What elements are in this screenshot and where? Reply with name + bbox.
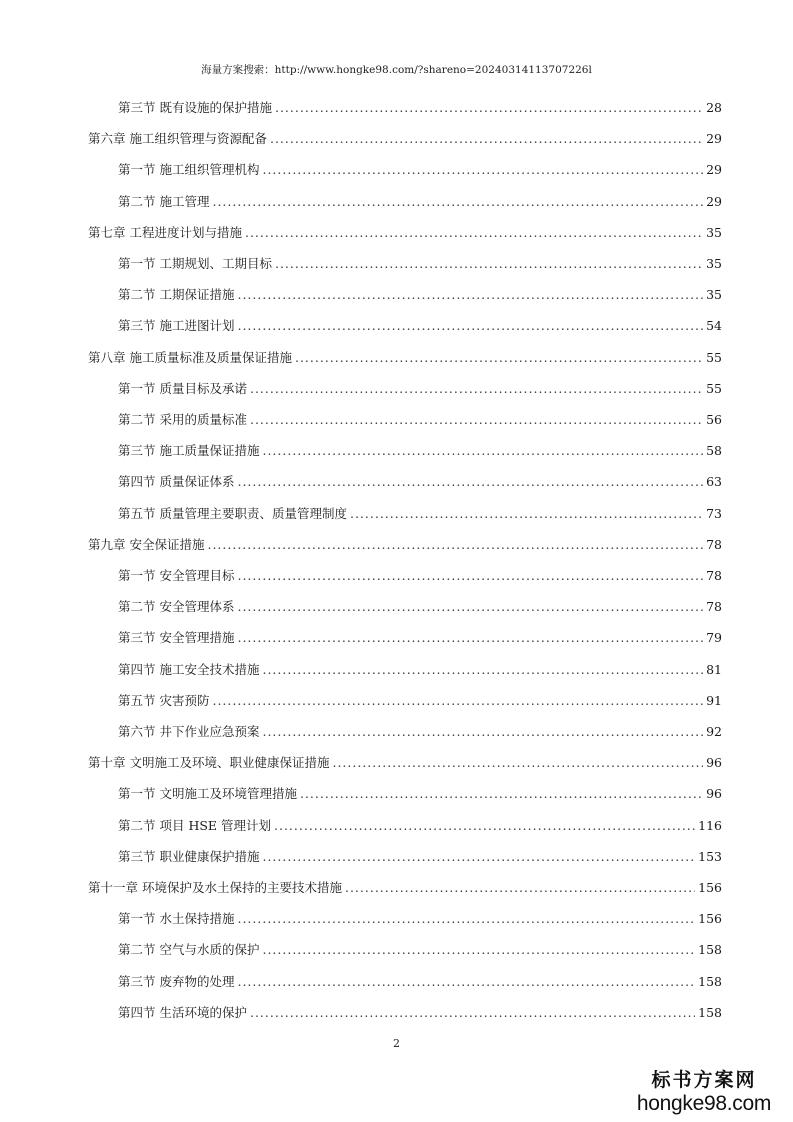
- toc-leader-dots: [237, 316, 703, 336]
- toc-entry-label: 第十一章 环境保护及水土保持的主要技术措施: [88, 880, 342, 895]
- toc-entry-label: 第四节 施工安全技术措施: [118, 661, 260, 677]
- toc-chapter-entry[interactable]: [88, 753, 722, 773]
- toc-section-entry[interactable]: [118, 254, 722, 274]
- toc-section-entry[interactable]: [118, 441, 722, 461]
- toc-entry-label: 第三节 施工质量保证措施: [118, 443, 260, 459]
- toc-entry-page: 29: [706, 131, 722, 147]
- toc-leader-dots: [237, 566, 703, 586]
- toc-section-entry[interactable]: [118, 504, 722, 524]
- toc-leader-dots: [350, 504, 703, 524]
- toc-entry-page: 158: [698, 942, 722, 958]
- toc-leader-dots: [332, 753, 703, 773]
- toc-entry-page: 156: [698, 911, 722, 927]
- toc-entry-label: 第三节 施工进图计划: [118, 318, 235, 334]
- toc-leader-dots: [245, 223, 703, 243]
- toc-leader-dots: [250, 379, 703, 399]
- toc-entry-label: 第七章 工程进度计划与措施: [88, 224, 242, 240]
- toc-entry-page: 29: [706, 193, 722, 209]
- toc-leader-dots: [270, 129, 703, 149]
- toc-entry-page: 158: [698, 973, 722, 989]
- toc-section-entry[interactable]: [118, 1003, 722, 1023]
- toc-leader-dots: [262, 441, 703, 461]
- watermark-logo: [629, 1068, 779, 1116]
- toc-entry-page: 35: [706, 256, 722, 271]
- toc-section-entry[interactable]: [118, 379, 722, 399]
- toc-leader-dots: [237, 597, 703, 617]
- toc-entry-label: 第一节 水土保持措施: [118, 911, 235, 927]
- toc-entry-label: 第三节 既有设施的保护措施: [118, 100, 272, 115]
- toc-section-entry[interactable]: [118, 192, 722, 212]
- toc-leader-dots: [250, 410, 703, 430]
- toc-leader-dots: [212, 192, 703, 212]
- toc-section-entry[interactable]: [118, 98, 722, 118]
- toc-chapter-entry[interactable]: [88, 129, 722, 149]
- toc-entry-page: 78: [706, 599, 722, 615]
- toc-leader-dots: [262, 722, 703, 742]
- toc-section-entry[interactable]: [118, 847, 722, 867]
- toc-entry-page: 156: [698, 880, 722, 895]
- toc-leader-dots: [262, 940, 695, 960]
- page-header-url: 海量方案搜索：http://www.hongke98.com/?shareno=20240314113707226l: [201, 64, 592, 76]
- toc-entry-label: 第一节 文明施工及环境管理措施: [118, 786, 297, 802]
- watermark-url: hongke98.com: [636, 1092, 772, 1115]
- toc-entry-page: 153: [698, 848, 722, 864]
- toc-section-entry[interactable]: [118, 472, 722, 492]
- toc-entry-page: 96: [706, 786, 722, 802]
- toc-entry-label: 第六节 井下作业应急预案: [118, 724, 260, 739]
- toc-entry-page: 35: [706, 224, 722, 240]
- toc-leader-dots: [250, 1003, 695, 1023]
- toc-section-entry[interactable]: [118, 660, 722, 680]
- toc-entry-page: 28: [706, 100, 722, 115]
- toc-entry-label: 第十章 文明施工及环境、职业健康保证措施: [88, 755, 330, 771]
- watermark-title: 标书方案网: [651, 1069, 757, 1091]
- toc-chapter-entry[interactable]: [88, 878, 722, 898]
- toc-entry-label: 第三节 废弃物的处理: [118, 973, 235, 989]
- toc-entry-label: 第四节 生活环境的保护: [118, 1004, 247, 1020]
- toc-section-entry[interactable]: [118, 410, 722, 430]
- toc-leader-dots: [295, 348, 703, 368]
- toc-entry-label: 第九章 安全保证措施: [88, 536, 205, 552]
- toc-leader-dots: [237, 628, 703, 648]
- toc-leader-dots: [275, 254, 703, 274]
- toc-section-entry[interactable]: [118, 784, 722, 804]
- toc-entry-label: 第一节 安全管理目标: [118, 568, 235, 583]
- toc-entry-label: 第四节 质量保证体系: [118, 474, 235, 490]
- toc-entry-label: 第八章 施工质量标准及质量保证措施: [88, 349, 292, 365]
- toc-section-entry[interactable]: [118, 566, 722, 586]
- toc-entry-page: 63: [706, 474, 722, 490]
- toc-entry-label: 第二节 施工管理: [118, 193, 210, 209]
- toc-section-entry[interactable]: [118, 816, 722, 836]
- toc-leader-dots: [237, 472, 703, 492]
- toc-entry-page: 73: [706, 505, 722, 521]
- toc-entry-label: 第二节 空气与水质的保护: [118, 942, 260, 958]
- toc-leader-dots: [262, 847, 695, 867]
- toc-entry-label: 第二节 采用的质量标准: [118, 412, 247, 427]
- toc-entry-label: 第二节 工期保证措施: [118, 287, 235, 303]
- toc-section-entry[interactable]: [118, 691, 722, 711]
- toc-chapter-entry[interactable]: [88, 535, 722, 555]
- toc-entry-page: 55: [706, 349, 722, 365]
- toc-leader-dots: [345, 878, 695, 898]
- toc-leader-dots: [274, 816, 695, 836]
- toc-entry-page: 35: [706, 287, 722, 303]
- toc-entry-page: 92: [706, 724, 722, 739]
- toc-entry-label: 第二节 安全管理体系: [118, 599, 235, 615]
- toc-entry-page: 78: [706, 568, 722, 583]
- toc-leader-dots: [237, 909, 695, 929]
- toc-chapter-entry[interactable]: [88, 348, 722, 368]
- toc-section-entry[interactable]: [118, 316, 722, 336]
- toc-entry-page: 116: [698, 817, 722, 833]
- toc-entry-label: 第一节 工期规划、工期目标: [118, 256, 272, 271]
- toc-entry-label: 第二节 项目 HSE 管理计划: [118, 817, 272, 833]
- toc-entry-page: 56: [706, 412, 722, 427]
- toc-section-entry[interactable]: [118, 722, 722, 742]
- toc-entry-page: 79: [706, 630, 722, 646]
- toc-leader-dots: [207, 535, 703, 555]
- toc-entry-label: 第一节 质量目标及承诺: [118, 380, 247, 396]
- toc-leader-dots: [237, 285, 703, 305]
- toc-section-entry[interactable]: [118, 940, 722, 960]
- toc-leader-dots: [262, 160, 703, 180]
- toc-leader-dots: [300, 784, 703, 804]
- toc-entry-label: 第五节 质量管理主要职责、质量管理制度: [118, 505, 347, 521]
- toc-entry-label: 第五节 灾害预防: [118, 692, 210, 708]
- toc-entry-page: 55: [706, 380, 722, 396]
- toc-entry-label: 第三节 安全管理措施: [118, 630, 235, 646]
- toc-entry-label: 第三节 职业健康保护措施: [118, 848, 260, 864]
- toc-leader-dots: [212, 691, 703, 711]
- toc-entry-page: 91: [706, 692, 722, 708]
- toc-section-entry[interactable]: [118, 597, 722, 617]
- toc-entry-page: 54: [706, 318, 722, 334]
- toc-leader-dots: [262, 660, 703, 680]
- toc-entry-page: 29: [706, 162, 722, 178]
- toc-section-entry[interactable]: [118, 628, 722, 648]
- toc-entry-page: 96: [706, 755, 722, 771]
- toc-entry-page: 158: [698, 1004, 722, 1020]
- toc-section-entry[interactable]: [118, 972, 722, 992]
- toc-entry-page: 81: [706, 661, 722, 677]
- toc-section-entry[interactable]: [118, 285, 722, 305]
- toc-chapter-entry[interactable]: [88, 223, 722, 243]
- toc-leader-dots: [275, 98, 703, 118]
- toc-entry-page: 78: [706, 536, 722, 552]
- toc-leader-dots: [237, 972, 695, 992]
- toc-entry-label: 第六章 施工组织管理与资源配备: [88, 131, 267, 147]
- toc-section-entry[interactable]: [118, 909, 722, 929]
- toc-section-entry[interactable]: [118, 160, 722, 180]
- page-number: 2: [393, 1037, 400, 1050]
- toc-entry-page: 58: [706, 443, 722, 459]
- toc-entry-label: 第一节 施工组织管理机构: [118, 162, 260, 178]
